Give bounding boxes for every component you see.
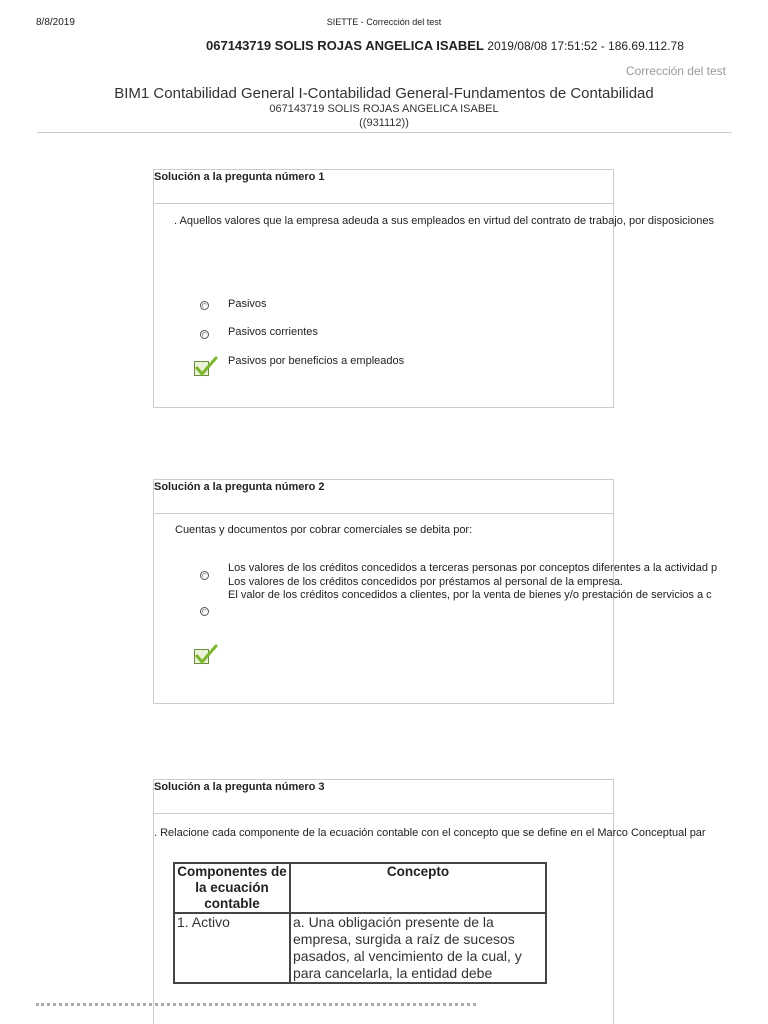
course-student: 067143719 SOLIS ROJAS ANGELICA ISABEL (269, 103, 499, 115)
equation-table (173, 862, 547, 984)
correct-check-icon (194, 644, 216, 666)
divider (37, 132, 732, 133)
table-header: Componentes de la ecuación contable (174, 863, 290, 913)
table-header: Concepto (290, 863, 546, 913)
table-cell: a. Una obligación presente de la empresa, surgida a raíz de sucesos pasados, al vencimiento de la cual, y para cancelarla, la entidad debe (290, 913, 546, 983)
question-text: . Aquellos valores que la empresa adeuda a sus empleados en virtud del contrato de trabajo, por disposiciones (174, 215, 714, 227)
table-cell: 1. Activo (174, 913, 290, 983)
question-card-1 (153, 169, 714, 408)
print-page-title: SIETTE - Corrección del test (326, 17, 442, 27)
course-title: BIM1 Contabilidad General I-Contabilidad General-Fundamentos de Contabilidad (114, 85, 654, 102)
correct-check-icon (194, 356, 216, 378)
option-label: El valor de los créditos concedidos a clientes, por la venta de bienes y/o prestación de servicios a c (228, 589, 712, 601)
option-label: Pasivos corrientes (228, 326, 318, 338)
question-text: . Relacione cada componente de la ecuación contable con el concepto que se define en el Marco Conceptual par (154, 827, 706, 839)
student-line (206, 38, 684, 53)
course-code: ((931112)) (359, 117, 409, 129)
option-label: Los valores de los créditos concedidos por préstamos al personal de la empresa. (228, 576, 623, 588)
option-label: Pasivos por beneficios a empleados (228, 355, 405, 367)
question-header: Solución a la pregunta número 1 (154, 170, 613, 204)
student-name: 067143719 SOLIS ROJAS ANGELICA ISABEL (206, 38, 484, 53)
radio-icon[interactable] (200, 301, 209, 310)
question-header: Solución a la pregunta número 3 (154, 780, 613, 814)
footer-url-line (36, 1003, 476, 1006)
student-meta: 2019/08/08 17:51:52 - 186.69.112.78 (487, 39, 684, 53)
radio-icon[interactable] (200, 607, 209, 616)
question-text: Cuentas y documentos por cobrar comerciales se debita por: (175, 524, 473, 536)
option-label: Pasivos (228, 298, 267, 310)
table-row (174, 913, 546, 983)
option-label: Los valores de los créditos concedidos a terceras personas por conceptos diferentes a la actividad p (228, 562, 718, 574)
question-card-2 (153, 479, 718, 704)
print-date: 8/8/2019 (36, 17, 75, 28)
table-header-row (174, 863, 546, 913)
course-header (0, 85, 768, 130)
radio-icon[interactable] (200, 571, 209, 580)
correction-link[interactable]: Corrección del test (625, 64, 726, 78)
question-header: Solución a la pregunta número 2 (154, 480, 613, 514)
radio-icon[interactable] (200, 330, 209, 339)
